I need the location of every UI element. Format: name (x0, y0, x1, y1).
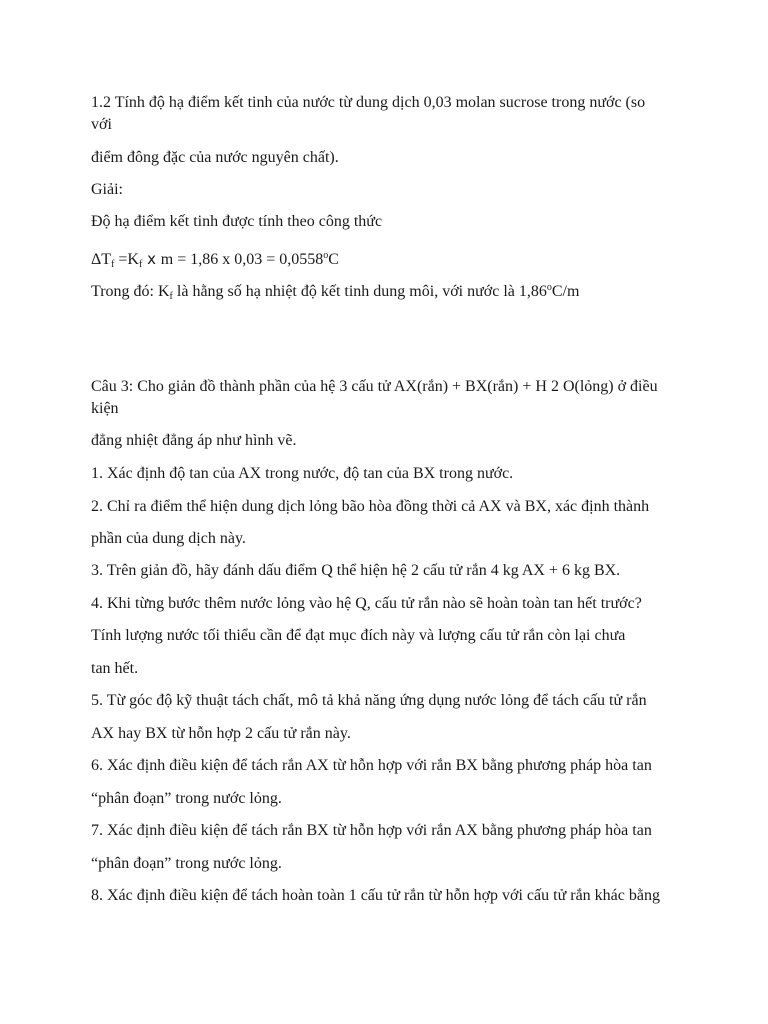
cau3-item-line: AX hay BX từ hỗn hợp 2 cấu tử rắn này. (91, 725, 351, 742)
cau3-item-line: 5. Từ góc độ kỹ thuật tách chất, mô tả khả năng ứng dụng nước lỏng để tách cấu tử rắn (91, 692, 647, 709)
cau3-item-line: phần của dung dịch này. (91, 530, 246, 547)
unit-c: C (328, 251, 339, 268)
q12-line-1: 1.2 Tính độ hạ điểm kết tinh của nước từ dung dịch 0,03 molan sucrose trong nước (so (91, 94, 646, 111)
explain-prefix: Trong đó: K (91, 283, 170, 300)
q12-line-2: điểm đông đặc của nước nguyên chất). (91, 149, 339, 166)
equals-k: =K (114, 251, 139, 268)
times-sign: x (142, 250, 161, 268)
degree-sign: o (546, 282, 552, 293)
cau3-item-line: Tính lượng nước tối thiểu cần để đạt mục đích này và lượng cấu tử rắn còn lại chưa (91, 627, 626, 644)
subscript-f: f (111, 259, 115, 270)
solution-heading: Giải: (91, 181, 123, 198)
cau3-item-line: “phân đoạn” trong nước lỏng. (91, 855, 282, 872)
delta-t: ΔT (91, 251, 112, 268)
cau3-item-line: 1. Xác định độ tan của AX trong nước, độ tan của BX trong nước. (91, 465, 514, 482)
cau3-line-1: Câu 3: Cho giản đồ thành phần của hệ 3 cấu tử AX(rắn) + BX(rắn) + H 2 O(lỏng) ở điều (91, 378, 658, 395)
cau3-item-line: “phân đoạn” trong nước lỏng. (91, 790, 282, 807)
subscript-f: f (138, 259, 143, 270)
cau3-item-line: 6. Xác định điều kiện để tách rắn AX từ hỗn hợp với rắn BX bằng phương pháp hòa tan (91, 757, 652, 774)
cau3-item-line: 2. Chỉ ra điểm thể hiện dung dịch lỏng bão hòa đồng thời cả AX và BX, xác định thành (91, 498, 650, 515)
explanation-line (91, 277, 681, 308)
formula-rest: m = 1,86 x 0,03 = 0,0558 (160, 251, 324, 268)
formula-intro: Độ hạ điểm kết tinh được tính theo công thức (91, 213, 383, 230)
cau3-item-line: 7. Xác định điều kiện để tách rắn BX từ hỗn hợp với rắn AX bằng phương pháp hòa tan (91, 822, 652, 839)
cau3-line-1-wrap: kiện (91, 400, 119, 417)
formula-line (91, 245, 681, 276)
subscript-f: f (169, 291, 173, 302)
degree-sign: o (323, 250, 329, 261)
cau3-item-line: 3. Trên giản đồ, hãy đánh dấu điểm Q thể hiện hệ 2 cấu tử rắn 4 kg AX + 6 kg BX. (91, 562, 621, 579)
cau3-item-line: 4. Khi từng bước thêm nước lỏng vào hệ Q, cấu tử rắn nào sẽ hoàn toàn tan hết trước? (91, 595, 642, 612)
explain-middle: là hằng số hạ nhiệt độ kết tinh dung môi, với nước là 1,86 (172, 283, 547, 300)
explain-unit: C/m (551, 283, 580, 300)
q12-line-1-wrap: với (91, 116, 112, 133)
cau3-item-line: tan hết. (91, 660, 139, 677)
cau3-line-2: đẳng nhiệt đẳng áp như hình vẽ. (91, 432, 297, 449)
cau3-item-line: 8. Xác định điều kiện để tách hoàn toàn 1 cấu tử rắn từ hỗn hợp với cấu tử rắn khác bằng (91, 887, 660, 904)
